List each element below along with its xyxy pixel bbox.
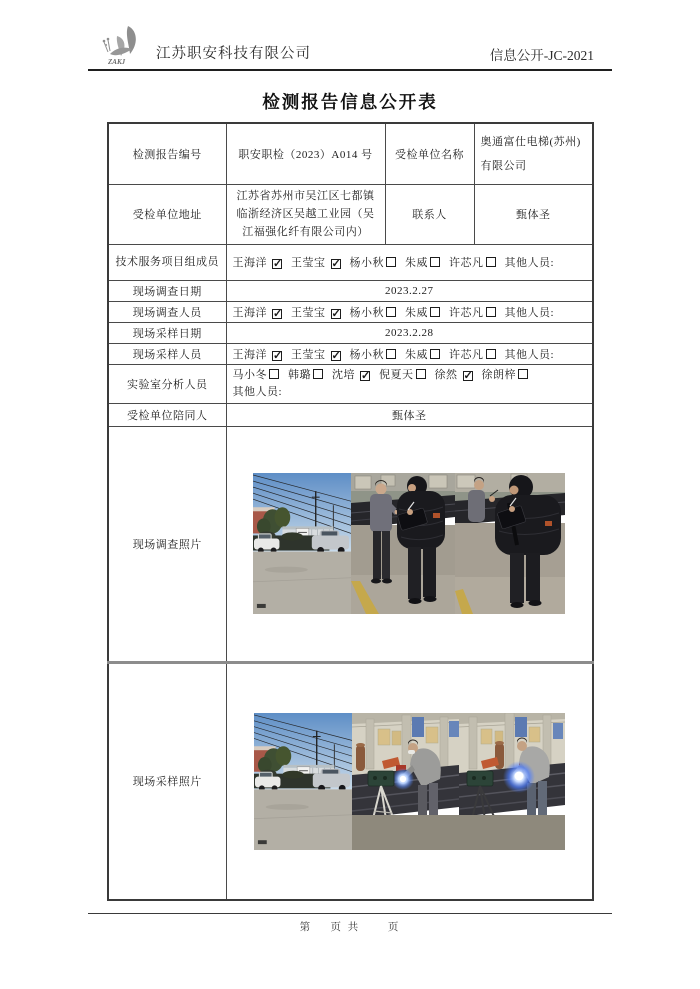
table-row [108, 280, 593, 301]
checkbox-checked-icon: ✓ [361, 369, 371, 382]
checkbox-checked-icon: ✓ [273, 349, 283, 362]
checkbox-unchecked-icon [416, 369, 426, 379]
report-no-value: 职安职检（2023）A014 号 [226, 123, 385, 184]
member-name: 王海洋 [232, 306, 267, 319]
table-row [108, 244, 593, 280]
member [233, 257, 283, 269]
header-rule [88, 69, 612, 71]
member [449, 257, 496, 269]
table-row [108, 301, 593, 322]
member [482, 369, 529, 381]
member-name: 王莹宝 [291, 257, 326, 269]
survey-staff-members [233, 307, 505, 319]
member [405, 307, 440, 319]
member-name: 王莹宝 [291, 306, 326, 319]
member [379, 369, 426, 381]
member [332, 369, 370, 381]
team-members [233, 257, 505, 269]
checkbox-checked-icon: ✓ [331, 258, 342, 270]
gas-cylinder [356, 745, 365, 771]
member [405, 257, 440, 269]
lab-staff-label: 实验室分析人员 [108, 364, 226, 403]
table-row [108, 662, 593, 900]
checkbox-unchecked-icon [430, 349, 440, 359]
checkbox-checked-icon: ✓ [331, 307, 342, 320]
member-name: 倪夏天 [379, 368, 414, 381]
unit-name-value: 奥通富仕电梯(苏州) 有限公司 [474, 123, 593, 184]
member-name: 王莹宝 [291, 348, 326, 361]
sampling-date-value: 2023.2.28 [226, 322, 593, 343]
sampling-photo-strip [233, 713, 587, 850]
logo-text: ZAKJ [108, 58, 126, 66]
member [233, 369, 280, 381]
member [233, 307, 283, 319]
other-staff-label: 其他人员: [232, 385, 283, 398]
survey-photo-site-exterior [253, 473, 351, 614]
accompany-label: 受检单位陪同人 [108, 403, 226, 426]
checkbox-checked-icon: ✓ [463, 369, 474, 382]
team-label: 技术服务项目组成员 [108, 244, 226, 280]
contact-label: 联系人 [385, 184, 474, 244]
checkbox-checked-icon: ✓ [273, 258, 283, 270]
member [350, 307, 397, 319]
member [405, 349, 440, 361]
table-row [108, 403, 593, 426]
sampling-photo-site-exterior [254, 713, 352, 850]
survey-date-label: 现场调查日期 [108, 280, 226, 301]
sampling-photo-welding-1 [352, 713, 459, 850]
member-name: 杨小秋 [349, 306, 384, 319]
checkbox-unchecked-icon [486, 307, 496, 317]
member-name: 沈培 [332, 368, 355, 381]
member-name: 许芯凡 [449, 306, 484, 319]
survey-staff-label: 现场调查人员 [108, 301, 226, 322]
checkbox-unchecked-icon [313, 369, 323, 379]
company-name: 江苏职安科技有限公司 [156, 46, 311, 62]
sampling-staff-cell [226, 343, 593, 364]
checkbox-unchecked-icon [518, 369, 528, 379]
footer-rule [88, 913, 612, 914]
sampling-staff-members [233, 349, 505, 361]
document-code: 信息公开-JC-2021 [489, 48, 594, 63]
checkbox-unchecked-icon [386, 307, 396, 317]
other-staff-label: 其他人员: [504, 257, 555, 269]
checkbox-unchecked-icon [386, 349, 396, 359]
member-name: 许芯凡 [449, 348, 484, 361]
contact-value: 甄体圣 [474, 184, 593, 244]
page-number: 第 页 共 页 [299, 922, 401, 933]
address-label: 受检单位地址 [108, 184, 226, 244]
lab-staff-cell [226, 364, 593, 403]
member [449, 349, 496, 361]
survey-photos-label: 现场调查照片 [108, 426, 226, 662]
survey-photos-cell [226, 426, 593, 662]
member [288, 369, 323, 381]
member-name: 杨小秋 [349, 348, 384, 361]
member [449, 307, 496, 319]
checkbox-unchecked-icon [486, 257, 496, 267]
member-name: 王海洋 [232, 348, 267, 361]
checkbox-unchecked-icon [486, 349, 496, 359]
team-members-cell [226, 244, 593, 280]
sampling-staff-label: 现场采样人员 [108, 343, 226, 364]
member [435, 369, 473, 381]
sampling-photos-label: 现场采样照片 [108, 662, 226, 900]
report-info-table [107, 122, 594, 901]
member-name: 朱威 [405, 348, 428, 361]
sampling-photo-welding-2 [459, 713, 565, 850]
company-logo-icon [98, 24, 150, 66]
unit-name-label: 受检单位名称 [385, 123, 474, 184]
checkbox-checked-icon: ✓ [273, 307, 283, 320]
survey-photo-inspector-closeup [455, 473, 565, 614]
survey-staff-cell [226, 301, 593, 322]
sampling-photos-cell [226, 662, 593, 900]
member [291, 349, 341, 361]
member-name: 马小冬 [232, 368, 267, 381]
survey-photo-inspectors [351, 473, 455, 614]
table-row [108, 123, 593, 184]
checkbox-unchecked-icon [430, 257, 440, 267]
page-title: 检测报告信息公开表 [262, 92, 438, 112]
table-row [108, 184, 593, 244]
other-staff-label: 其他人员: [504, 306, 555, 319]
survey-date-value: 2023.2.27 [226, 280, 593, 301]
member-name: 朱威 [405, 306, 428, 319]
member-name: 杨小秋 [349, 257, 384, 269]
member-name: 韩璐 [288, 368, 311, 381]
member-name: 王海洋 [232, 257, 267, 269]
table-row [108, 426, 593, 662]
checkbox-unchecked-icon [269, 369, 279, 379]
checkbox-checked-icon: ✓ [331, 349, 342, 362]
blue-tarp [412, 717, 424, 737]
table-row [108, 364, 593, 403]
checkbox-unchecked-icon [386, 257, 396, 267]
lab-members [233, 367, 587, 384]
table-row [108, 343, 593, 364]
member-name: 朱威 [405, 257, 428, 269]
survey-photo-strip [233, 473, 587, 614]
report-no-label: 检测报告编号 [108, 123, 226, 184]
member [233, 349, 283, 361]
member-name: 徐然 [434, 368, 458, 381]
member [350, 257, 397, 269]
address-value: 江苏省苏州市吴江区七都镇临浙经济区吴越工业园（吴江福强化纤有限公司内） [226, 184, 385, 244]
table-row [108, 322, 593, 343]
member-name: 许芯凡 [449, 257, 484, 269]
accompany-value: 甄体圣 [226, 403, 593, 426]
member-name: 徐朗梓 [481, 368, 516, 381]
member [350, 349, 397, 361]
member [291, 307, 341, 319]
checkbox-unchecked-icon [430, 307, 440, 317]
member [291, 257, 341, 269]
sampling-date-label: 现场采样日期 [108, 322, 226, 343]
other-staff-label: 其他人员: [504, 348, 555, 361]
